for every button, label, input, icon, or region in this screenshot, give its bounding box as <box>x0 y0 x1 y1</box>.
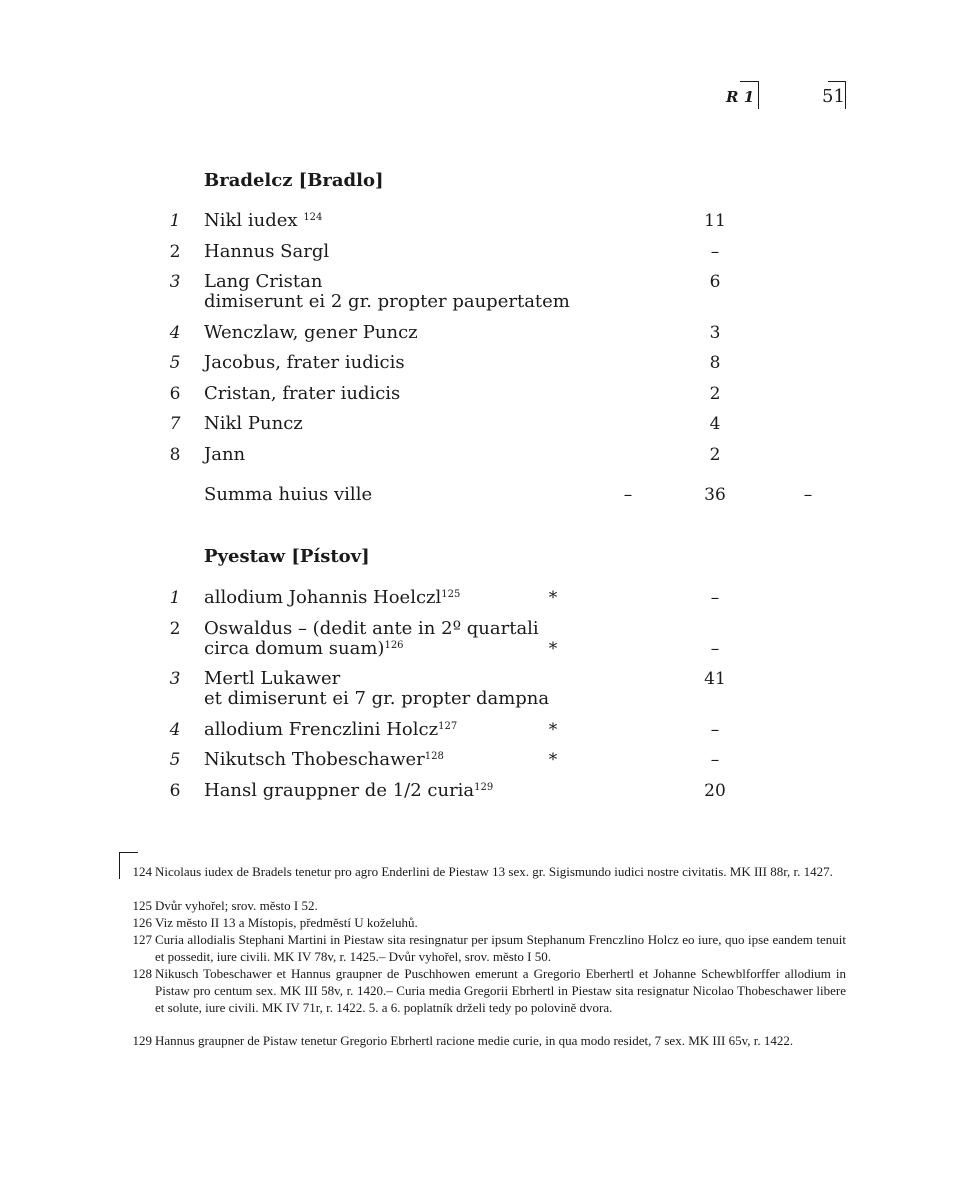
footnote <box>118 863 846 897</box>
row-number: 4 <box>169 720 181 740</box>
footnote-text: Viz město II 13 a Místopis, předměstí U koželuhů. <box>155 915 418 930</box>
row-number: 3 <box>169 669 181 689</box>
row-note <box>204 639 404 659</box>
row-name: Hannus Sargl <box>204 241 330 262</box>
row-value: 20 <box>704 781 726 801</box>
row-number: 6 <box>169 384 181 404</box>
row-value: 6 <box>709 272 721 292</box>
row-note: et dimiserunt ei 7 gr. propter dampna <box>204 688 550 709</box>
footnote-text: Nikusch Tobeschawer et Hannus graupner de Puschhowen emerunt a Gregorio Eberhertl et Johanne Schewblforffer allodium in Pistaw pro centum sex. MK III 58v, r. 1420.– Curia media Gregorii Ebrhertl in Piestaw sita resignatur Nicolao Thobeschawer libere et solute, iure civili. MK IV 71r, r. 1422. 5. a 6. poplatník drželi tedy po polovině dvora. <box>155 966 846 1015</box>
row-name <box>204 720 457 740</box>
section-title: Pyestaw [Pístov] <box>204 546 370 567</box>
row-value: 4 <box>709 414 721 434</box>
row-number: 2 <box>169 242 181 262</box>
row-name <box>204 781 493 801</box>
row-number: 5 <box>169 353 181 373</box>
row-value: 11 <box>704 211 726 231</box>
row-value: 3 <box>709 323 721 343</box>
footnote-text: Hannus graupner de Pistaw tenetur Gregorio Ebrhertl racione medie curie, in qua modo residet, 7 sex. MK III 65v, r. 1422. <box>155 1033 794 1048</box>
summa-value: 36 <box>704 485 726 505</box>
footnote <box>118 1032 846 1066</box>
corner-mark-page <box>828 81 846 109</box>
row-value: – <box>710 639 720 659</box>
row-name: Nikl Puncz <box>204 413 303 434</box>
row-value: – <box>710 588 720 608</box>
row-name-text: Nikutsch Thobeschawer <box>204 749 425 770</box>
row-value: 2 <box>709 445 721 465</box>
row-number: 8 <box>169 445 181 465</box>
footnote-ref: 129 <box>474 782 494 793</box>
row-name: Jacobus, frater iudicis <box>204 352 405 373</box>
footnote-ref: 127 <box>438 721 458 732</box>
footnote-ref: 125 <box>441 589 461 600</box>
page-number: 51 <box>822 86 845 107</box>
row-value: 8 <box>709 353 721 373</box>
row-note-text: circa domum suam) <box>204 638 385 659</box>
row-number: 1 <box>169 588 181 608</box>
footnote <box>118 931 846 965</box>
footnote-text: Dvůr vyhořel; srov. město I 52. <box>155 898 318 913</box>
row-name: Wenczlaw, gener Puncz <box>204 322 418 343</box>
row-number: 6 <box>169 781 181 801</box>
footnote <box>118 965 846 1033</box>
section-reference: R 1 <box>726 88 755 106</box>
row-value: 2 <box>709 384 721 404</box>
row-name <box>204 211 322 231</box>
footnote-number: 125 <box>132 898 152 913</box>
section-title: Bradelcz [Bradlo] <box>204 170 384 191</box>
row-number: 3 <box>169 272 181 292</box>
row-name-text: allodium Johannis Hoelczl <box>204 587 442 608</box>
row-star: * <box>548 720 558 740</box>
row-name: Jann <box>204 444 246 465</box>
row-value: – <box>710 242 720 262</box>
footnote-number: 126 <box>132 915 152 930</box>
row-value: 41 <box>704 669 726 689</box>
row-number: 5 <box>169 750 181 770</box>
row-number: 2 <box>169 619 181 639</box>
row-star: * <box>548 588 558 608</box>
corner-mark-right <box>740 81 759 109</box>
summa-label: Summa huius ville <box>204 484 373 505</box>
row-name-text: allodium Frenczlini Holcz <box>204 719 439 740</box>
row-name-text: Nikl iudex <box>204 210 298 231</box>
row-number: 4 <box>169 323 181 343</box>
footnote-number: 128 <box>132 966 152 981</box>
row-number: 1 <box>169 211 181 231</box>
row-name <box>204 588 460 608</box>
footnote-text: Nicolaus iudex de Bradels tenetur pro agro Enderlini de Piestaw 13 sex. gr. Sigismundo iudici nostre civitatis. MK III 88r, r. 1427. <box>155 864 833 879</box>
footnote-ref: 128 <box>424 751 444 762</box>
row-value: – <box>710 720 720 740</box>
footnote <box>118 914 846 931</box>
footnote-number: 124 <box>132 864 152 879</box>
row-name: Oswaldus – (dedit ante in 2º quartali <box>204 618 539 639</box>
footnote-ref: 124 <box>303 212 323 223</box>
row-name: Mertl Lukawer <box>204 668 341 689</box>
footnote-number: 127 <box>132 932 152 947</box>
summa-right: – <box>803 485 813 505</box>
row-star: * <box>548 750 558 770</box>
row-number: 7 <box>169 414 181 434</box>
row-name-text: Hansl grauppner de 1/2 curia <box>204 780 475 801</box>
footnote-ref: 126 <box>384 640 404 651</box>
footnote <box>118 897 846 914</box>
row-star: * <box>548 639 558 659</box>
row-name <box>204 750 444 770</box>
footnote-number: 129 <box>132 1033 152 1048</box>
row-name: Lang Cristan <box>204 271 323 292</box>
footnote-text: Curia allodialis Stephani Martini in Piestaw sita resingnatur per ipsum Stephanum Frenczlino Holcz eo iure, quo ipse eandem tenuit et possedit, iure civili. MK IV 78v, r. 1425.– Dvůr vyhořel, srov. město I 50. <box>155 932 846 964</box>
summa-left: – <box>623 485 633 505</box>
row-value: – <box>710 750 720 770</box>
row-name: Cristan, frater iudicis <box>204 383 401 404</box>
row-note: dimiserunt ei 2 gr. propter paupertatem <box>204 291 570 312</box>
